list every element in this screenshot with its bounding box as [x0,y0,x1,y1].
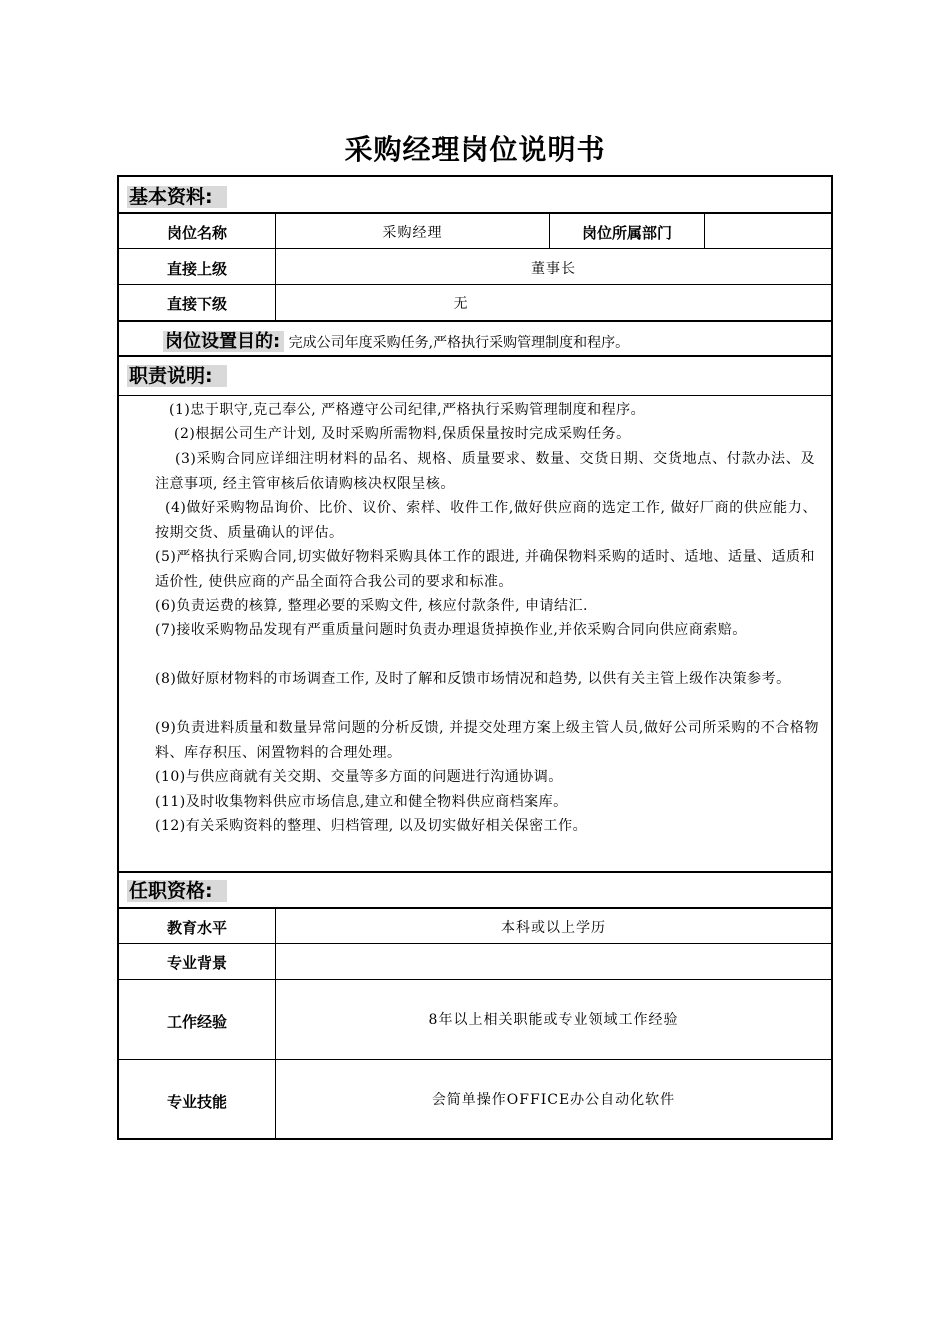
superior-value: 董事长 [531,261,576,277]
duty-item: (7)接收采购物品发现有严重质量问题时负责办理退货掉换作业,并依采购合同向供应商索赔。 [155,622,747,638]
duty-item: (12)有关采购资料的整理、归档管理, 以及切实做好相关保密工作。 [155,818,588,834]
document-title: 采购经理岗位说明书 [344,133,606,166]
duty-item: (1)忠于职守,克己奉公, 严格遵守公司纪律,严格执行采购管理制度和程序。 [169,402,646,418]
duties-heading: 职责说明: [127,361,227,388]
purpose-label: 岗位设置目的: [163,331,284,352]
duty-item: (8)做好原材物料的市场调查工作, 及时了解和反馈市场情况和趋势, 以供有关主管上级作决策参考。 [155,671,791,687]
skills-label: 专业技能 [166,1093,227,1111]
duty-item: (5)严格执行采购合同,切实做好物料采购具体工作的跟进, 并确保物料采购的适时、适地、适量、适质和适价性, 使供应商的产品全面符合我公司的要求和标准。 [155,549,815,590]
duty-item: (2)根据公司生产计划, 及时采购所需物料,保质保量按时完成采购任务。 [174,426,631,442]
position-name-label: 岗位名称 [166,224,227,242]
subordinate-value: 无 [453,296,469,312]
duty-item: (3)采购合同应详细注明材料的品名、规格、质量要求、数量、交货日期、交货地点、付款办法、及注意事项, 经主管审核后依请购核决权限呈核。 [155,451,815,492]
skills-value: 会简单操作OFFICE办公自动化软件 [431,1092,676,1108]
major-label: 专业背景 [166,954,227,972]
duty-item: (11)及时收集物料供应市场信息,建立和健全物料供应商档案库。 [155,794,568,810]
education-label: 教育水平 [166,919,227,937]
job-description-table [117,175,833,1140]
purpose-text: 完成公司年度采购任务,严格执行采购管理制度和程序。 [288,335,630,351]
position-purpose [163,327,629,353]
duty-item: (6)负责运费的核算, 整理必要的采购文件, 核应付款条件, 申请结汇. [155,598,588,614]
qualifications-heading: 任职资格: [127,876,227,903]
experience-label: 工作经验 [166,1013,227,1031]
subordinate-label: 直接下级 [166,295,227,313]
education-value: 本科或以上学历 [501,920,606,936]
experience-value: 8年以上相关职能或专业领域工作经验 [428,1012,679,1028]
duty-item: (10)与供应商就有关交期、交量等多方面的问题进行沟通协调。 [155,769,563,785]
duty-item: (4)做好采购物品询价、比价、议价、索样、收件工作,做好供应商的选定工作, 做好厂商的供应能力、按期交货、质量确认的评估。 [155,500,817,541]
superior-label: 直接上级 [166,260,227,278]
basic-info-heading: 基本资料: [127,182,227,209]
department-label: 岗位所属部门 [581,224,672,242]
duty-item: (9)负责进料质量和数量异常问题的分析反馈, 并提交处理方案上级主管人员,做好公司所采购的不合格物料、库存积压、闲置物料的合理处理。 [155,720,819,761]
position-name-value: 采购经理 [382,225,443,241]
